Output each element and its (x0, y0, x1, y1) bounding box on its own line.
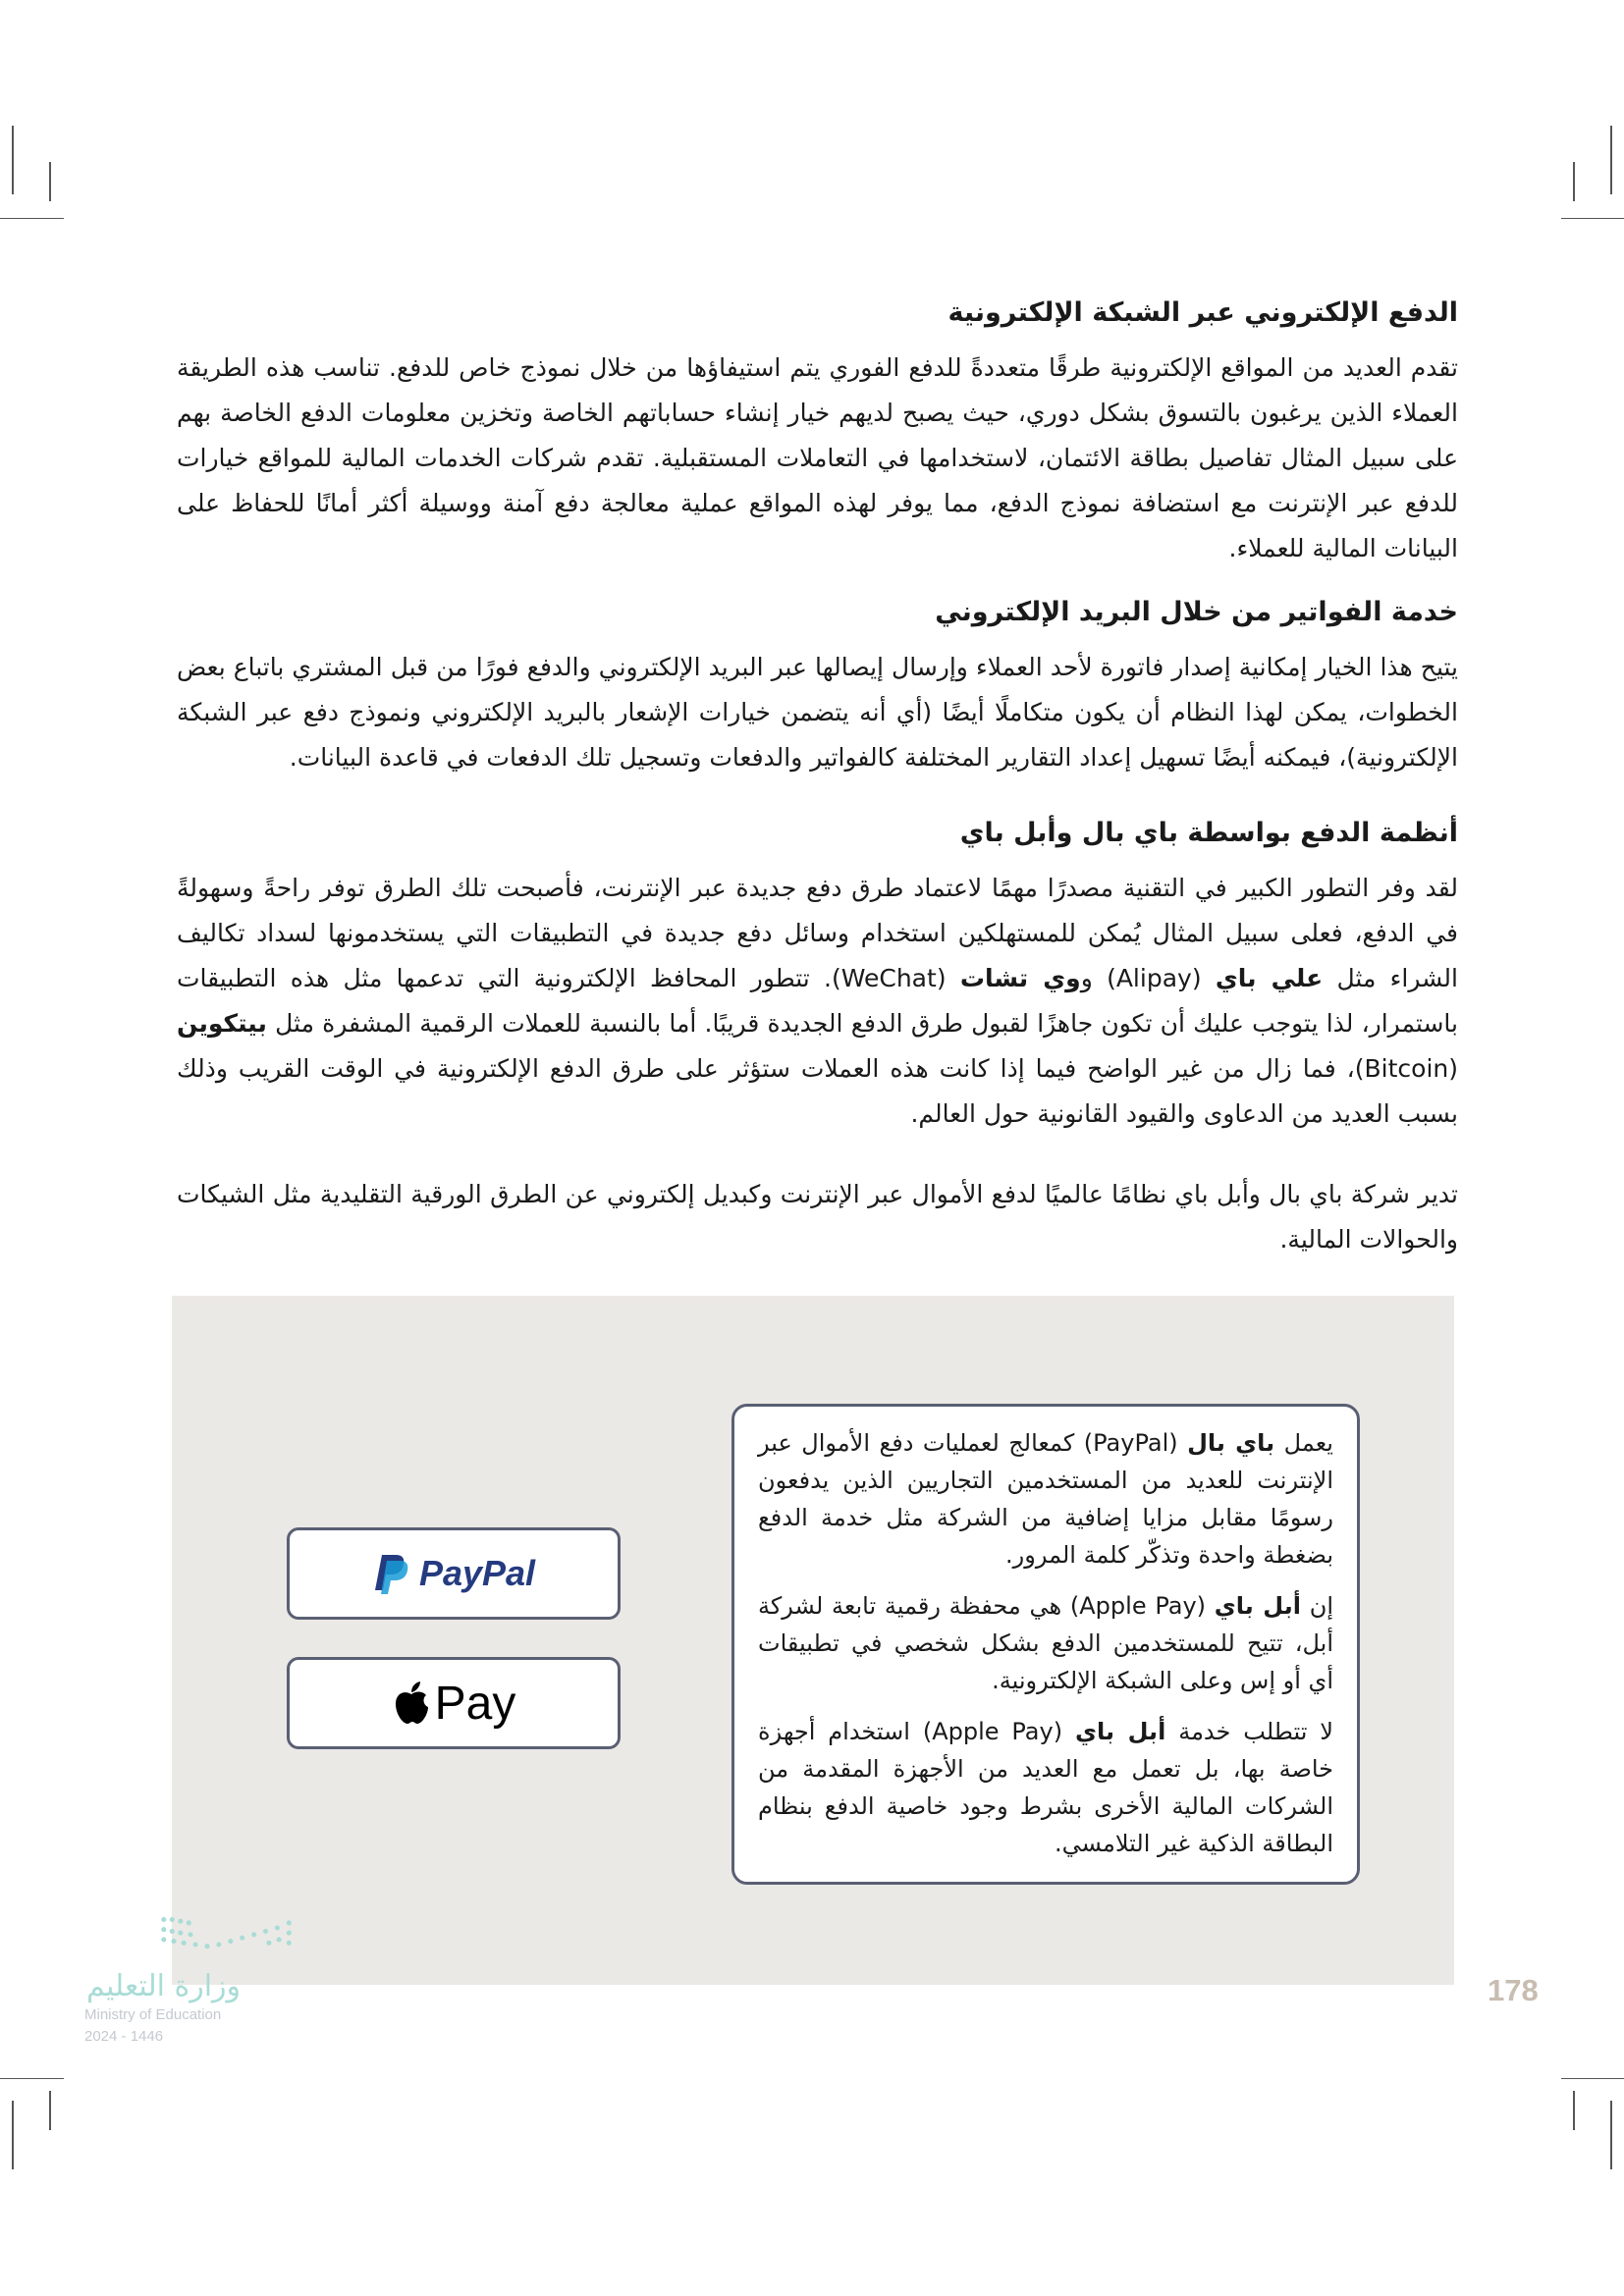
wechat-term: وي تشات (959, 963, 1081, 992)
crop-mark (1610, 2101, 1612, 2169)
section-paypal-applepay (177, 815, 1458, 1262)
page-number: 178 (1488, 1973, 1539, 2007)
crop-mark (0, 2078, 64, 2079)
ministry-logo-arabic: وزارة التعليم (86, 1969, 242, 2003)
crop-mark (12, 2101, 14, 2169)
section-online-payment (177, 294, 1458, 571)
paypal-logo-text (419, 1553, 535, 1594)
bitcoin-term: بيتكوين (177, 1008, 267, 1038)
section-paragraph-2: تدير شركة باي بال وأبل باي نظامًا عالميًا لدفع الأموال عبر الإنترنت وكبديل إلكتروني عن الطرق الورقية التقليدية مثل الشيكات والحوالات المالية. (177, 1179, 1458, 1254)
applepay-label: Pay (434, 1677, 516, 1730)
ministry-logo-icon (157, 1909, 324, 1963)
crop-mark (49, 2091, 51, 2130)
paypal-icon (372, 1553, 411, 1594)
info-paragraph-applepay-devices: لا تتطلب خدمة أبل باي (Apple Pay) استخدام أجهزة خاصة بها، بل تعمل مع العديد من الأجهزة المقدمة من الشركات المالية الأخرى بشرط وجود خاصية الدفع بنظام البطاقة الذكية غير التلامسي. (758, 1718, 1333, 1857)
section-paragraph: تقدم العديد من المواقع الإلكترونية طرقًا متعددةً للدفع الفوري يتم استيفاؤها من خلال نموذج خاص للدفع. تناسب هذه الطريقة العملاء الذين يرغبون بالتسوق بشكل دوري، حيث يصبح لديهم خيار إنشاء حساباتهم الخاصة وتخزين معلومات الدفع الخاصة بهم على سبيل المثال تفاصيل بطاقة الائتمان، لاستخدامها في التعاملات المستقبلية. تقدم شركات الخدمات المالية للمواقع خيارات للدفع عبر الإنترنت مع استضافة نموذج الدفع، مما يوفر لهذه المواقع عملية معالجة دفع آمنة ووسيلة أكثر أمانًا للحفاظ على البيانات المالية للعملاء. (177, 352, 1458, 562)
crop-mark (1573, 162, 1575, 201)
alipay-term: علي باي (1215, 963, 1324, 992)
crop-mark (1561, 218, 1624, 219)
ministry-logo-year: 2024 - 1446 (84, 2028, 164, 2045)
info-paragraph-paypal: يعمل باي بال (PayPal) كمعالج لعمليات دفع الأموال عبر الإنترنت للعديد من المستخدمين التجاريين الذين يدفعون رسومًا مقابل مزايا إضافية من الشركة مثل خدمة الدفع بضغطة واحدة وتذكّر كلمة المرور. (758, 1429, 1333, 1569)
section-heading: الدفع الإلكتروني عبر الشبكة الإلكترونية (947, 297, 1458, 328)
crop-mark (49, 162, 51, 201)
section-heading: أنظمة الدفع بواسطة باي بال وأبل باي (959, 818, 1458, 848)
apple-icon (392, 1681, 431, 1726)
paypal-label: PayPal (418, 1553, 536, 1593)
section-heading: خدمة الفواتير من خلال البريد الإلكتروني (935, 597, 1458, 627)
applepay-button (287, 1657, 621, 1749)
crop-mark (0, 218, 64, 219)
section-paragraph: يتيح هذا الخيار إمكانية إصدار فاتورة لأحد العملاء وإرسال إيصالها عبر البريد الإلكتروني والدفع فورًا من قبل المشتري باتباع بعض الخطوات، يمكن لهذا النظام أن يكون متكاملًا أيضًا (أي أنه يتضمن خيارات الإشعار بالبريد الإلكتروني ونموذج دفع عبر الشبكة الإلكترونية)، فيمكنه أيضًا تسهيل إعداد التقارير المختلفة كالفواتير والدفعات وتسجيل تلك الدفعات في قاعدة البيانات. (177, 652, 1458, 772)
crop-mark (12, 126, 14, 194)
section-paragraph: لقد وفر التطور الكبير في التقنية مصدرًا مهمًا لاعتماد طرق دفع جديدة عبر الإنترنت، فأصبحت تلك الطرق توفر راحةً وسهولةً في الدفع، فعلى سبيل المثال يُمكن للمستهلكين استخدام وسائل دفع جديدة في التطبيقات التي يستخدمونها لسداد تكاليف الشراء مثل علي باي (Alipay) ووي تشات (WeChat). تتطور المحافظ الإلكترونية التي تدعمها مثل هذه التطبيقات باستمرار، لذا يتوجب عليك أن تكون جاهزًا لقبول طرق الدفع الجديدة قريبًا. أما بالنسبة للعملات الرقمية المشفرة مثل بيتكوين (Bitcoin)، فما زال من غير الواضح فيما إذا كانت هذه العملات ستؤثر على طرق الدفع الإلكترونية في الوقت القريب وذلك بسبب العديد من الدعاوى والقيود القانونية حول العالم. (177, 873, 1458, 1128)
info-paragraph-applepay: إن أبل باي (Apple Pay) هي محفظة رقمية تابعة لشركة أبل، تتيح للمستخدمين الدفع بشكل شخصي في تطبيقات أي أو إس وعلى الشبكة الإلكترونية. (758, 1592, 1333, 1694)
crop-mark (1561, 2078, 1624, 2079)
info-box (731, 1404, 1360, 1885)
paypal-button (287, 1527, 621, 1620)
ministry-logo-english: Ministry of Education (84, 2006, 222, 2023)
crop-mark (1610, 126, 1612, 194)
section-email-invoicing (177, 594, 1458, 780)
crop-mark (1573, 2091, 1575, 2130)
